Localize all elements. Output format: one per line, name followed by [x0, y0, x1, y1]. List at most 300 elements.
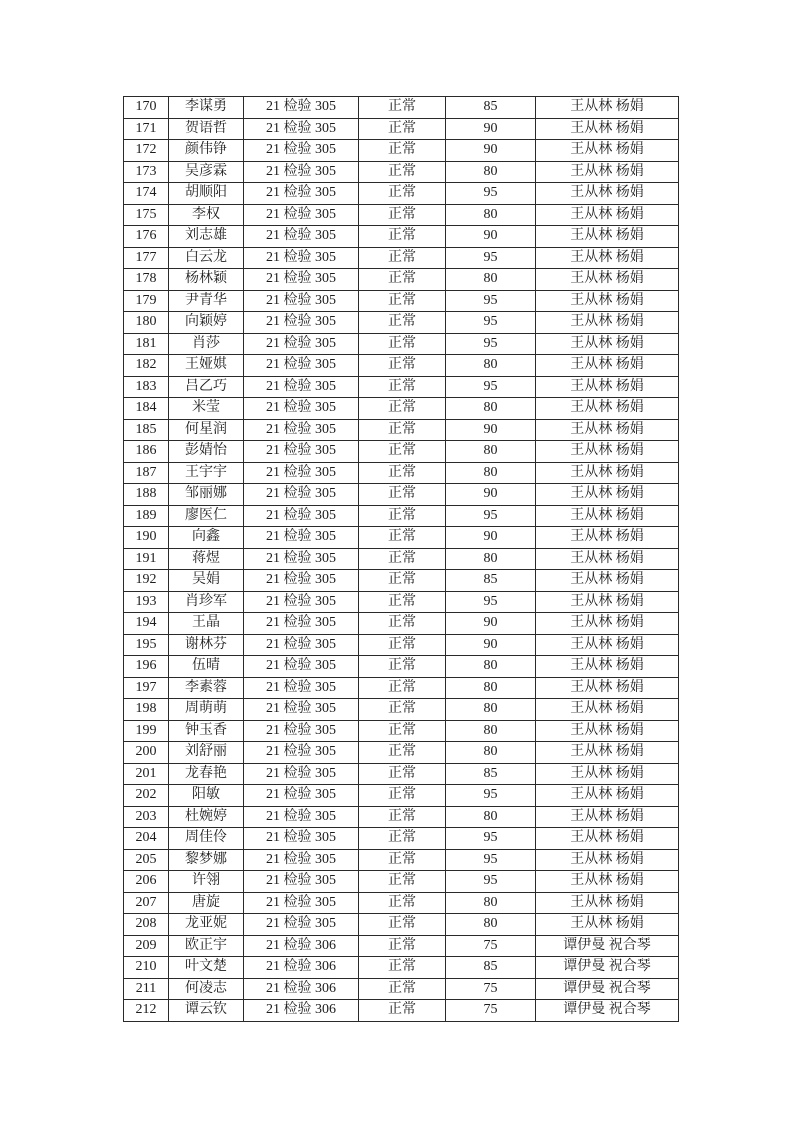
score-cell: 95: [446, 828, 536, 850]
status-cell: 正常: [359, 570, 446, 592]
student-name-cell: 欧正宇: [169, 935, 244, 957]
row-number-cell: 192: [124, 570, 169, 592]
student-name-cell: 李素蓉: [169, 677, 244, 699]
status-cell: 正常: [359, 978, 446, 1000]
row-number-cell: 206: [124, 871, 169, 893]
status-cell: 正常: [359, 720, 446, 742]
status-cell: 正常: [359, 699, 446, 721]
teachers-cell: 王从林 杨娟: [536, 355, 679, 377]
teachers-cell: 王从林 杨娟: [536, 677, 679, 699]
row-number-cell: 210: [124, 957, 169, 979]
class-cell: 21 检验 305: [244, 914, 359, 936]
teachers-cell: 王从林 杨娟: [536, 591, 679, 613]
class-cell: 21 检验 305: [244, 505, 359, 527]
row-number-cell: 207: [124, 892, 169, 914]
score-cell: 90: [446, 527, 536, 549]
score-cell: 80: [446, 441, 536, 463]
class-cell: 21 检验 306: [244, 935, 359, 957]
score-cell: 80: [446, 548, 536, 570]
score-cell: 95: [446, 785, 536, 807]
class-cell: 21 检验 305: [244, 183, 359, 205]
row-number-cell: 199: [124, 720, 169, 742]
class-cell: 21 检验 305: [244, 140, 359, 162]
status-cell: 正常: [359, 484, 446, 506]
class-cell: 21 检验 306: [244, 957, 359, 979]
row-number-cell: 208: [124, 914, 169, 936]
status-cell: 正常: [359, 957, 446, 979]
row-number-cell: 201: [124, 763, 169, 785]
table-row: [124, 892, 679, 914]
score-cell: 90: [446, 226, 536, 248]
status-cell: 正常: [359, 613, 446, 635]
table-row: [124, 97, 679, 119]
table-row: [124, 656, 679, 678]
score-cell: 80: [446, 462, 536, 484]
status-cell: 正常: [359, 871, 446, 893]
teachers-cell: 王从林 杨娟: [536, 247, 679, 269]
table-row: [124, 785, 679, 807]
score-cell: 80: [446, 914, 536, 936]
teachers-cell: 王从林 杨娟: [536, 441, 679, 463]
status-cell: 正常: [359, 247, 446, 269]
row-number-cell: 187: [124, 462, 169, 484]
student-name-cell: 刘志雄: [169, 226, 244, 248]
teachers-cell: 王从林 杨娟: [536, 97, 679, 119]
table-row: [124, 634, 679, 656]
grade-table-body: [124, 97, 679, 1022]
class-cell: 21 检验 305: [244, 548, 359, 570]
table-row: [124, 957, 679, 979]
student-name-cell: 向颖婷: [169, 312, 244, 334]
teachers-cell: 王从林 杨娟: [536, 505, 679, 527]
status-cell: 正常: [359, 312, 446, 334]
table-row: [124, 720, 679, 742]
student-name-cell: 许翎: [169, 871, 244, 893]
class-cell: 21 检验 305: [244, 677, 359, 699]
teachers-cell: 王从林 杨娟: [536, 699, 679, 721]
status-cell: 正常: [359, 355, 446, 377]
status-cell: 正常: [359, 419, 446, 441]
status-cell: 正常: [359, 97, 446, 119]
table-row: [124, 204, 679, 226]
score-cell: 90: [446, 419, 536, 441]
score-cell: 80: [446, 204, 536, 226]
row-number-cell: 174: [124, 183, 169, 205]
row-number-cell: 212: [124, 1000, 169, 1022]
table-row: [124, 462, 679, 484]
class-cell: 21 检验 305: [244, 806, 359, 828]
table-row: [124, 505, 679, 527]
class-cell: 21 检验 305: [244, 269, 359, 291]
row-number-cell: 209: [124, 935, 169, 957]
class-cell: 21 检验 305: [244, 97, 359, 119]
class-cell: 21 检验 305: [244, 398, 359, 420]
teachers-cell: 王从林 杨娟: [536, 828, 679, 850]
teachers-cell: 王从林 杨娟: [536, 849, 679, 871]
score-cell: 85: [446, 570, 536, 592]
row-number-cell: 171: [124, 118, 169, 140]
status-cell: 正常: [359, 140, 446, 162]
score-cell: 95: [446, 312, 536, 334]
row-number-cell: 196: [124, 656, 169, 678]
teachers-cell: 王从林 杨娟: [536, 570, 679, 592]
status-cell: 正常: [359, 505, 446, 527]
table-row: [124, 312, 679, 334]
class-cell: 21 检验 305: [244, 355, 359, 377]
status-cell: 正常: [359, 118, 446, 140]
table-row: [124, 591, 679, 613]
class-cell: 21 检验 305: [244, 441, 359, 463]
score-cell: 80: [446, 720, 536, 742]
row-number-cell: 173: [124, 161, 169, 183]
table-row: [124, 527, 679, 549]
teachers-cell: 谭伊曼 祝合琴: [536, 1000, 679, 1022]
student-name-cell: 谭云钦: [169, 1000, 244, 1022]
status-cell: 正常: [359, 742, 446, 764]
status-cell: 正常: [359, 462, 446, 484]
status-cell: 正常: [359, 656, 446, 678]
class-cell: 21 检验 305: [244, 527, 359, 549]
student-name-cell: 刘舒丽: [169, 742, 244, 764]
score-cell: 90: [446, 613, 536, 635]
row-number-cell: 205: [124, 849, 169, 871]
row-number-cell: 177: [124, 247, 169, 269]
row-number-cell: 172: [124, 140, 169, 162]
status-cell: 正常: [359, 333, 446, 355]
score-cell: 80: [446, 806, 536, 828]
class-cell: 21 检验 305: [244, 591, 359, 613]
table-row: [124, 269, 679, 291]
class-cell: 21 检验 305: [244, 290, 359, 312]
table-row: [124, 548, 679, 570]
student-name-cell: 邹丽娜: [169, 484, 244, 506]
teachers-cell: 王从林 杨娟: [536, 720, 679, 742]
status-cell: 正常: [359, 785, 446, 807]
student-name-cell: 李谋勇: [169, 97, 244, 119]
table-row: [124, 376, 679, 398]
teachers-cell: 王从林 杨娟: [536, 914, 679, 936]
status-cell: 正常: [359, 269, 446, 291]
status-cell: 正常: [359, 892, 446, 914]
student-name-cell: 尹青华: [169, 290, 244, 312]
table-row: [124, 226, 679, 248]
student-name-cell: 周佳伶: [169, 828, 244, 850]
score-cell: 95: [446, 871, 536, 893]
score-cell: 90: [446, 140, 536, 162]
score-cell: 80: [446, 161, 536, 183]
teachers-cell: 王从林 杨娟: [536, 763, 679, 785]
teachers-cell: 王从林 杨娟: [536, 312, 679, 334]
table-row: [124, 806, 679, 828]
row-number-cell: 182: [124, 355, 169, 377]
student-name-cell: 米莹: [169, 398, 244, 420]
student-name-cell: 杜婉婷: [169, 806, 244, 828]
student-name-cell: 王宇宇: [169, 462, 244, 484]
row-number-cell: 189: [124, 505, 169, 527]
status-cell: 正常: [359, 204, 446, 226]
row-number-cell: 180: [124, 312, 169, 334]
class-cell: 21 检验 305: [244, 226, 359, 248]
student-name-cell: 叶文楚: [169, 957, 244, 979]
class-cell: 21 检验 305: [244, 247, 359, 269]
class-cell: 21 检验 305: [244, 376, 359, 398]
class-cell: 21 检验 305: [244, 333, 359, 355]
teachers-cell: 王从林 杨娟: [536, 398, 679, 420]
class-cell: 21 检验 305: [244, 720, 359, 742]
row-number-cell: 188: [124, 484, 169, 506]
teachers-cell: 王从林 杨娟: [536, 742, 679, 764]
teachers-cell: 王从林 杨娟: [536, 806, 679, 828]
table-row: [124, 183, 679, 205]
student-name-cell: 吕乙巧: [169, 376, 244, 398]
row-number-cell: 179: [124, 290, 169, 312]
status-cell: 正常: [359, 376, 446, 398]
class-cell: 21 检验 305: [244, 570, 359, 592]
row-number-cell: 211: [124, 978, 169, 1000]
table-row: [124, 398, 679, 420]
score-cell: 85: [446, 957, 536, 979]
teachers-cell: 王从林 杨娟: [536, 226, 679, 248]
teachers-cell: 王从林 杨娟: [536, 161, 679, 183]
student-name-cell: 谢林芬: [169, 634, 244, 656]
row-number-cell: 190: [124, 527, 169, 549]
table-row: [124, 140, 679, 162]
class-cell: 21 检验 305: [244, 742, 359, 764]
student-name-cell: 肖莎: [169, 333, 244, 355]
score-cell: 80: [446, 677, 536, 699]
class-cell: 21 检验 305: [244, 763, 359, 785]
student-name-cell: 杨林颖: [169, 269, 244, 291]
student-name-cell: 周萌萌: [169, 699, 244, 721]
student-name-cell: 向鑫: [169, 527, 244, 549]
score-cell: 90: [446, 484, 536, 506]
class-cell: 21 检验 305: [244, 161, 359, 183]
status-cell: 正常: [359, 849, 446, 871]
row-number-cell: 202: [124, 785, 169, 807]
row-number-cell: 183: [124, 376, 169, 398]
status-cell: 正常: [359, 828, 446, 850]
class-cell: 21 检验 305: [244, 892, 359, 914]
teachers-cell: 王从林 杨娟: [536, 462, 679, 484]
status-cell: 正常: [359, 183, 446, 205]
table-row: [124, 677, 679, 699]
status-cell: 正常: [359, 527, 446, 549]
table-row: [124, 871, 679, 893]
teachers-cell: 王从林 杨娟: [536, 871, 679, 893]
student-name-cell: 白云龙: [169, 247, 244, 269]
status-cell: 正常: [359, 935, 446, 957]
row-number-cell: 193: [124, 591, 169, 613]
teachers-cell: 王从林 杨娟: [536, 290, 679, 312]
teachers-cell: 王从林 杨娟: [536, 892, 679, 914]
score-cell: 80: [446, 699, 536, 721]
class-cell: 21 检验 305: [244, 656, 359, 678]
row-number-cell: 194: [124, 613, 169, 635]
table-row: [124, 355, 679, 377]
table-row: [124, 742, 679, 764]
row-number-cell: 200: [124, 742, 169, 764]
class-cell: 21 检验 305: [244, 634, 359, 656]
row-number-cell: 197: [124, 677, 169, 699]
class-cell: 21 检验 305: [244, 828, 359, 850]
student-name-cell: 蒋煜: [169, 548, 244, 570]
class-cell: 21 检验 305: [244, 613, 359, 635]
teachers-cell: 王从林 杨娟: [536, 376, 679, 398]
student-name-cell: 吴娟: [169, 570, 244, 592]
student-name-cell: 何凌志: [169, 978, 244, 1000]
class-cell: 21 检验 305: [244, 204, 359, 226]
student-name-cell: 何星润: [169, 419, 244, 441]
teachers-cell: 王从林 杨娟: [536, 548, 679, 570]
student-name-cell: 阳敏: [169, 785, 244, 807]
table-row: [124, 118, 679, 140]
table-row: [124, 419, 679, 441]
teachers-cell: 王从林 杨娟: [536, 634, 679, 656]
class-cell: 21 检验 305: [244, 484, 359, 506]
student-name-cell: 吴彦霖: [169, 161, 244, 183]
teachers-cell: 王从林 杨娟: [536, 183, 679, 205]
class-cell: 21 检验 305: [244, 462, 359, 484]
status-cell: 正常: [359, 161, 446, 183]
score-cell: 85: [446, 97, 536, 119]
score-cell: 95: [446, 290, 536, 312]
student-name-cell: 李权: [169, 204, 244, 226]
teachers-cell: 王从林 杨娟: [536, 484, 679, 506]
table-row: [124, 1000, 679, 1022]
score-cell: 90: [446, 118, 536, 140]
student-name-cell: 钟玉香: [169, 720, 244, 742]
class-cell: 21 检验 306: [244, 978, 359, 1000]
class-cell: 21 检验 305: [244, 312, 359, 334]
status-cell: 正常: [359, 226, 446, 248]
class-cell: 21 检验 305: [244, 849, 359, 871]
row-number-cell: 191: [124, 548, 169, 570]
class-cell: 21 检验 305: [244, 871, 359, 893]
score-cell: 80: [446, 742, 536, 764]
row-number-cell: 198: [124, 699, 169, 721]
table-row: [124, 247, 679, 269]
student-name-cell: 贺语哲: [169, 118, 244, 140]
row-number-cell: 186: [124, 441, 169, 463]
table-row: [124, 441, 679, 463]
row-number-cell: 204: [124, 828, 169, 850]
table-row: [124, 333, 679, 355]
status-cell: 正常: [359, 914, 446, 936]
class-cell: 21 检验 305: [244, 699, 359, 721]
row-number-cell: 184: [124, 398, 169, 420]
row-number-cell: 170: [124, 97, 169, 119]
table-row: [124, 161, 679, 183]
score-cell: 95: [446, 376, 536, 398]
row-number-cell: 195: [124, 634, 169, 656]
teachers-cell: 谭伊曼 祝合琴: [536, 935, 679, 957]
row-number-cell: 176: [124, 226, 169, 248]
table-row: [124, 699, 679, 721]
status-cell: 正常: [359, 634, 446, 656]
score-cell: 80: [446, 656, 536, 678]
status-cell: 正常: [359, 677, 446, 699]
teachers-cell: 谭伊曼 祝合琴: [536, 957, 679, 979]
row-number-cell: 203: [124, 806, 169, 828]
teachers-cell: 王从林 杨娟: [536, 269, 679, 291]
score-cell: 95: [446, 247, 536, 269]
table-row: [124, 613, 679, 635]
score-cell: 80: [446, 269, 536, 291]
table-row: [124, 763, 679, 785]
student-name-cell: 龙春艳: [169, 763, 244, 785]
status-cell: 正常: [359, 398, 446, 420]
score-cell: 95: [446, 849, 536, 871]
class-cell: 21 检验 305: [244, 785, 359, 807]
student-name-cell: 伍晴: [169, 656, 244, 678]
table-row: [124, 914, 679, 936]
table-row: [124, 935, 679, 957]
student-name-cell: 肖珍军: [169, 591, 244, 613]
teachers-cell: 王从林 杨娟: [536, 656, 679, 678]
score-cell: 95: [446, 183, 536, 205]
score-cell: 95: [446, 591, 536, 613]
score-cell: 80: [446, 398, 536, 420]
status-cell: 正常: [359, 591, 446, 613]
teachers-cell: 谭伊曼 祝合琴: [536, 978, 679, 1000]
status-cell: 正常: [359, 290, 446, 312]
teachers-cell: 王从林 杨娟: [536, 140, 679, 162]
score-cell: 80: [446, 355, 536, 377]
table-row: [124, 978, 679, 1000]
score-cell: 75: [446, 935, 536, 957]
table-row: [124, 828, 679, 850]
teachers-cell: 王从林 杨娟: [536, 204, 679, 226]
student-name-cell: 彭婧怡: [169, 441, 244, 463]
student-name-cell: 王娅娸: [169, 355, 244, 377]
student-name-cell: 黎梦娜: [169, 849, 244, 871]
student-name-cell: 颜伟铮: [169, 140, 244, 162]
status-cell: 正常: [359, 548, 446, 570]
status-cell: 正常: [359, 763, 446, 785]
teachers-cell: 王从林 杨娟: [536, 613, 679, 635]
class-cell: 21 检验 306: [244, 1000, 359, 1022]
status-cell: 正常: [359, 1000, 446, 1022]
student-name-cell: 胡顺阳: [169, 183, 244, 205]
score-cell: 95: [446, 505, 536, 527]
teachers-cell: 王从林 杨娟: [536, 527, 679, 549]
score-cell: 80: [446, 892, 536, 914]
grade-table: [123, 96, 679, 1022]
teachers-cell: 王从林 杨娟: [536, 419, 679, 441]
row-number-cell: 185: [124, 419, 169, 441]
table-row: [124, 290, 679, 312]
row-number-cell: 181: [124, 333, 169, 355]
teachers-cell: 王从林 杨娟: [536, 785, 679, 807]
table-row: [124, 484, 679, 506]
score-cell: 95: [446, 333, 536, 355]
student-name-cell: 唐旋: [169, 892, 244, 914]
status-cell: 正常: [359, 441, 446, 463]
table-row: [124, 849, 679, 871]
student-name-cell: 廖医仁: [169, 505, 244, 527]
score-cell: 90: [446, 634, 536, 656]
class-cell: 21 检验 305: [244, 118, 359, 140]
student-name-cell: 龙亚妮: [169, 914, 244, 936]
score-cell: 75: [446, 978, 536, 1000]
score-cell: 75: [446, 1000, 536, 1022]
teachers-cell: 王从林 杨娟: [536, 333, 679, 355]
table-row: [124, 570, 679, 592]
class-cell: 21 检验 305: [244, 419, 359, 441]
status-cell: 正常: [359, 806, 446, 828]
teachers-cell: 王从林 杨娟: [536, 118, 679, 140]
row-number-cell: 175: [124, 204, 169, 226]
